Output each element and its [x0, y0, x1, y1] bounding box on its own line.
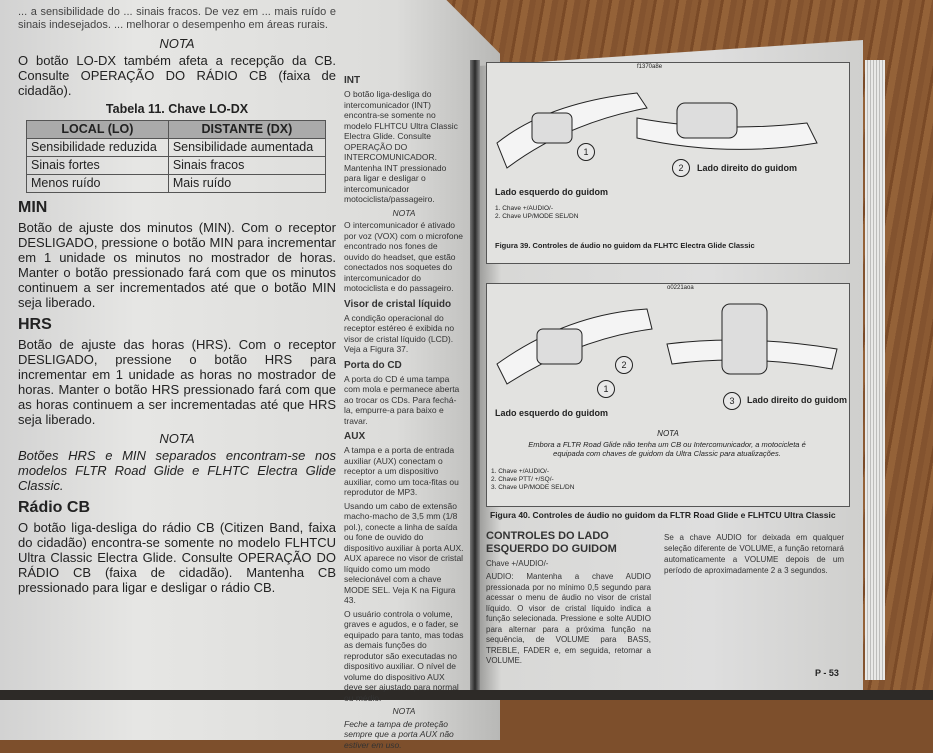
left-side-label: Lado esquerdo do guidom [495, 187, 608, 197]
cd-heading: Porta do CD [344, 359, 402, 371]
figure-legend [491, 468, 574, 492]
callout-3: 3 [723, 392, 741, 410]
nota-label: NOTA [657, 429, 679, 438]
hrs-heading: HRS [18, 316, 52, 333]
aux-text: O usuário controla o volume, graves e agudos, e o fader, se equipado para tanto, mas todas as demais funções do reprodutor são executadas no dispositivo auxiliar. O nível de volume do dispositivo AUX deve ser ajustado para normal ou médio. [344, 608, 464, 703]
audio-text: AUDIO: Mantenha a chave AUDIO pressionada por no mínimo 0,5 segundo para acessar o menu de áudio no visor de cristal líquido. O visor de cristal líquido indica a função selecionada. Pressione e solte AUDIO para alternar para a próxima função na sequência, de VOLUME para BASS, TREBLE, FADER e, em seguida, retornar a VOLUME. [486, 572, 651, 665]
min-heading: MIN [18, 199, 48, 216]
table-header: DISTANTE (DX) [168, 121, 325, 139]
figure-legend [495, 205, 578, 221]
left-side-label: Lado esquerdo do guidom [495, 408, 608, 418]
figure-40 [486, 283, 850, 507]
figure-code: f1370a8e [637, 64, 663, 70]
left-page-content [18, 6, 336, 599]
lcd-heading: Visor de cristal líquido [344, 298, 452, 310]
intro-text: ... a sensibilidade do ... sinais fracos. De vez em ... mais ruído e sinais indesejados. ... melhorar o desempenho em áreas rurais. [18, 6, 336, 31]
int-note: O intercomunicador é ativado por voz (VOX) com o microfone encontrado nos fones de ouvido do headset, que estão conectados nos soquetes do intercomunicador do motociclista e do passageiro. [344, 220, 464, 293]
callout-1: 1 [577, 143, 595, 161]
right-side-label: Lado direito do guidom [697, 163, 797, 173]
int-text: O botão liga-desliga do intercomunicador (INT) encontra-se somente no modelo FLHTCU Ultra Classic Electra Glide. Consulte OPERAÇÃO DO INTERCOMUNICADOR. Mantenha INT pressionado para ligar e desligar o intercomunicador motociclista/passageiro. [344, 89, 458, 204]
legend-item: 1. Chave +/AUDIO/- [495, 205, 553, 212]
cb-heading: Rádio CB [18, 499, 90, 516]
min-text: Botão de ajuste dos minutos (MIN). Com o receptor DESLIGADO, pressione o botão MIN para incrementar em 1 unidade os minutos no mostrador de horas. Manter o botão pressionado fará com que os minutos continuem a ser incrementados até que o botão MIN seja liberado. [18, 220, 336, 310]
callout-2: 2 [672, 159, 690, 177]
table-cell: Sensibilidade aumentada [168, 139, 325, 157]
aux-heading: AUX [344, 431, 366, 442]
book-cover-edge [0, 690, 933, 700]
table-cell: Sinais fortes [27, 157, 169, 175]
sub-heading: Chave +/AUDIO/- [486, 559, 549, 568]
aux-text: A tampa e a porta de entrada auxiliar (AUX) conectam o receptor a um dispositivo auxiliar, como um toca-fitas ou reprodutor de MP3. [344, 445, 459, 497]
int-heading: INT [344, 75, 361, 86]
figure-caption: Figura 40. Controles de áudio no guidom da FLTR Road Glide e FLHTCU Ultra Classic [490, 510, 836, 520]
legend-item: 2. Chave UP/MODE SEL/DN [495, 213, 579, 220]
nota-label: NOTA [159, 36, 195, 51]
table-cell: Mais ruído [168, 175, 325, 193]
lodx-table [26, 120, 326, 193]
figure-caption: Figura 39. Controles de áudio no guidom da FLHTC Electra Glide Classic [495, 241, 755, 250]
section-heading: CONTROLES DO LADO ESQUERDO DO GUIDOM [486, 530, 617, 555]
cb-text: O botão liga-desliga do rádio CB (Citizen Band, faixa do cidadão) encontra-se somente no modelo FLHTCU Ultra Classic Electra Glide. Consulte OPERAÇÃO DO RÁDIO CB (faixa de cidadão). Mantenha CB pressionado para ligar e desligar o rádio CB. [18, 520, 336, 595]
table-title: Tabela 11. Chave LO-DX [105, 102, 249, 116]
audio-text-right: Se a chave AUDIO for deixada em qualquer seleção diferente de VOLUME, a função retornará automaticamente a VOLUME depois de um período de aproximadamente 2 a 3 segundos. [664, 533, 844, 575]
table-cell: Sinais fracos [168, 157, 325, 175]
figure-note: Embora a FLTR Road Glide não tenha um CB ou Intercomunicador, a motocicleta é equipada com chaves de guidom da Ultra Classic para atualizações. [528, 440, 806, 458]
callout-2: 2 [615, 356, 633, 374]
page-number: P - 53 [815, 668, 839, 678]
middle-column [344, 70, 464, 753]
aux-text: Usando um cabo de extensão macho-macho de 3,5 mm (1/8 pol.), conecte a linha de saída ou fone de ouvido do dispositivo auxiliar à porta AUX. AUX aparece no visor de cristal líquido como um modo selecionável com a chave MODE SEL. Veja K na Figura 43. [344, 500, 464, 605]
table-header: LOCAL (LO) [27, 121, 169, 139]
figure-39 [486, 62, 850, 264]
legend-item: 3. Chave UP/MODE SEL/DN [491, 484, 575, 491]
legend-item: 1. Chave +/AUDIO/- [491, 468, 549, 475]
callout-1: 1 [597, 380, 615, 398]
handlebar-illustration [487, 294, 849, 404]
page-edges [865, 60, 885, 680]
nota-label: NOTA [392, 207, 416, 218]
hrs-note: Botões HRS e MIN separados encontram-se nos modelos FLTR Road Glide e FLHTC Electra Glide Classic. [18, 448, 336, 493]
table-row [27, 175, 326, 193]
nota-label: NOTA [159, 431, 195, 446]
book-gutter [470, 60, 480, 700]
lodx-note: O botão LO-DX também afeta a recepção da CB. Consulte OPERAÇÃO DO RÁDIO CB (faixa de cidadão). [18, 53, 336, 98]
aux-note: Feche a tampa de proteção sempre que a porta AUX não estiver em uso. [344, 718, 454, 750]
lcd-text: A condição operacional do receptor estéreo é exibida no visor de cristal líquido (LCD). Veja a Figura 37. [344, 312, 455, 354]
legend-item: 2. Chave PTT/ +/SQ/- [491, 476, 554, 483]
cd-text: A porta do CD é uma tampa com mola e permanece aberta ao trocar os CDs. Para fechá-la, empurre-a para baixo e travar. [344, 373, 460, 426]
table-row [27, 157, 326, 175]
nota-label: NOTA [392, 706, 416, 716]
table-row [27, 139, 326, 157]
hrs-text: Botão de ajuste das horas (HRS). Com o receptor DESLIGADO, pressione o botão HRS para incrementar em 1 unidade as horas no mostrador de horas. Manter o botão HRS pressionado fará com que as horas continuem a ser incrementadas até que HRS seja liberado. [18, 337, 336, 427]
figure-code: o0221aoa [667, 285, 694, 291]
right-side-label: Lado direito do guidom [747, 395, 847, 405]
table-cell: Sensibilidade reduzida [27, 139, 169, 157]
table-cell: Menos ruído [27, 175, 169, 193]
